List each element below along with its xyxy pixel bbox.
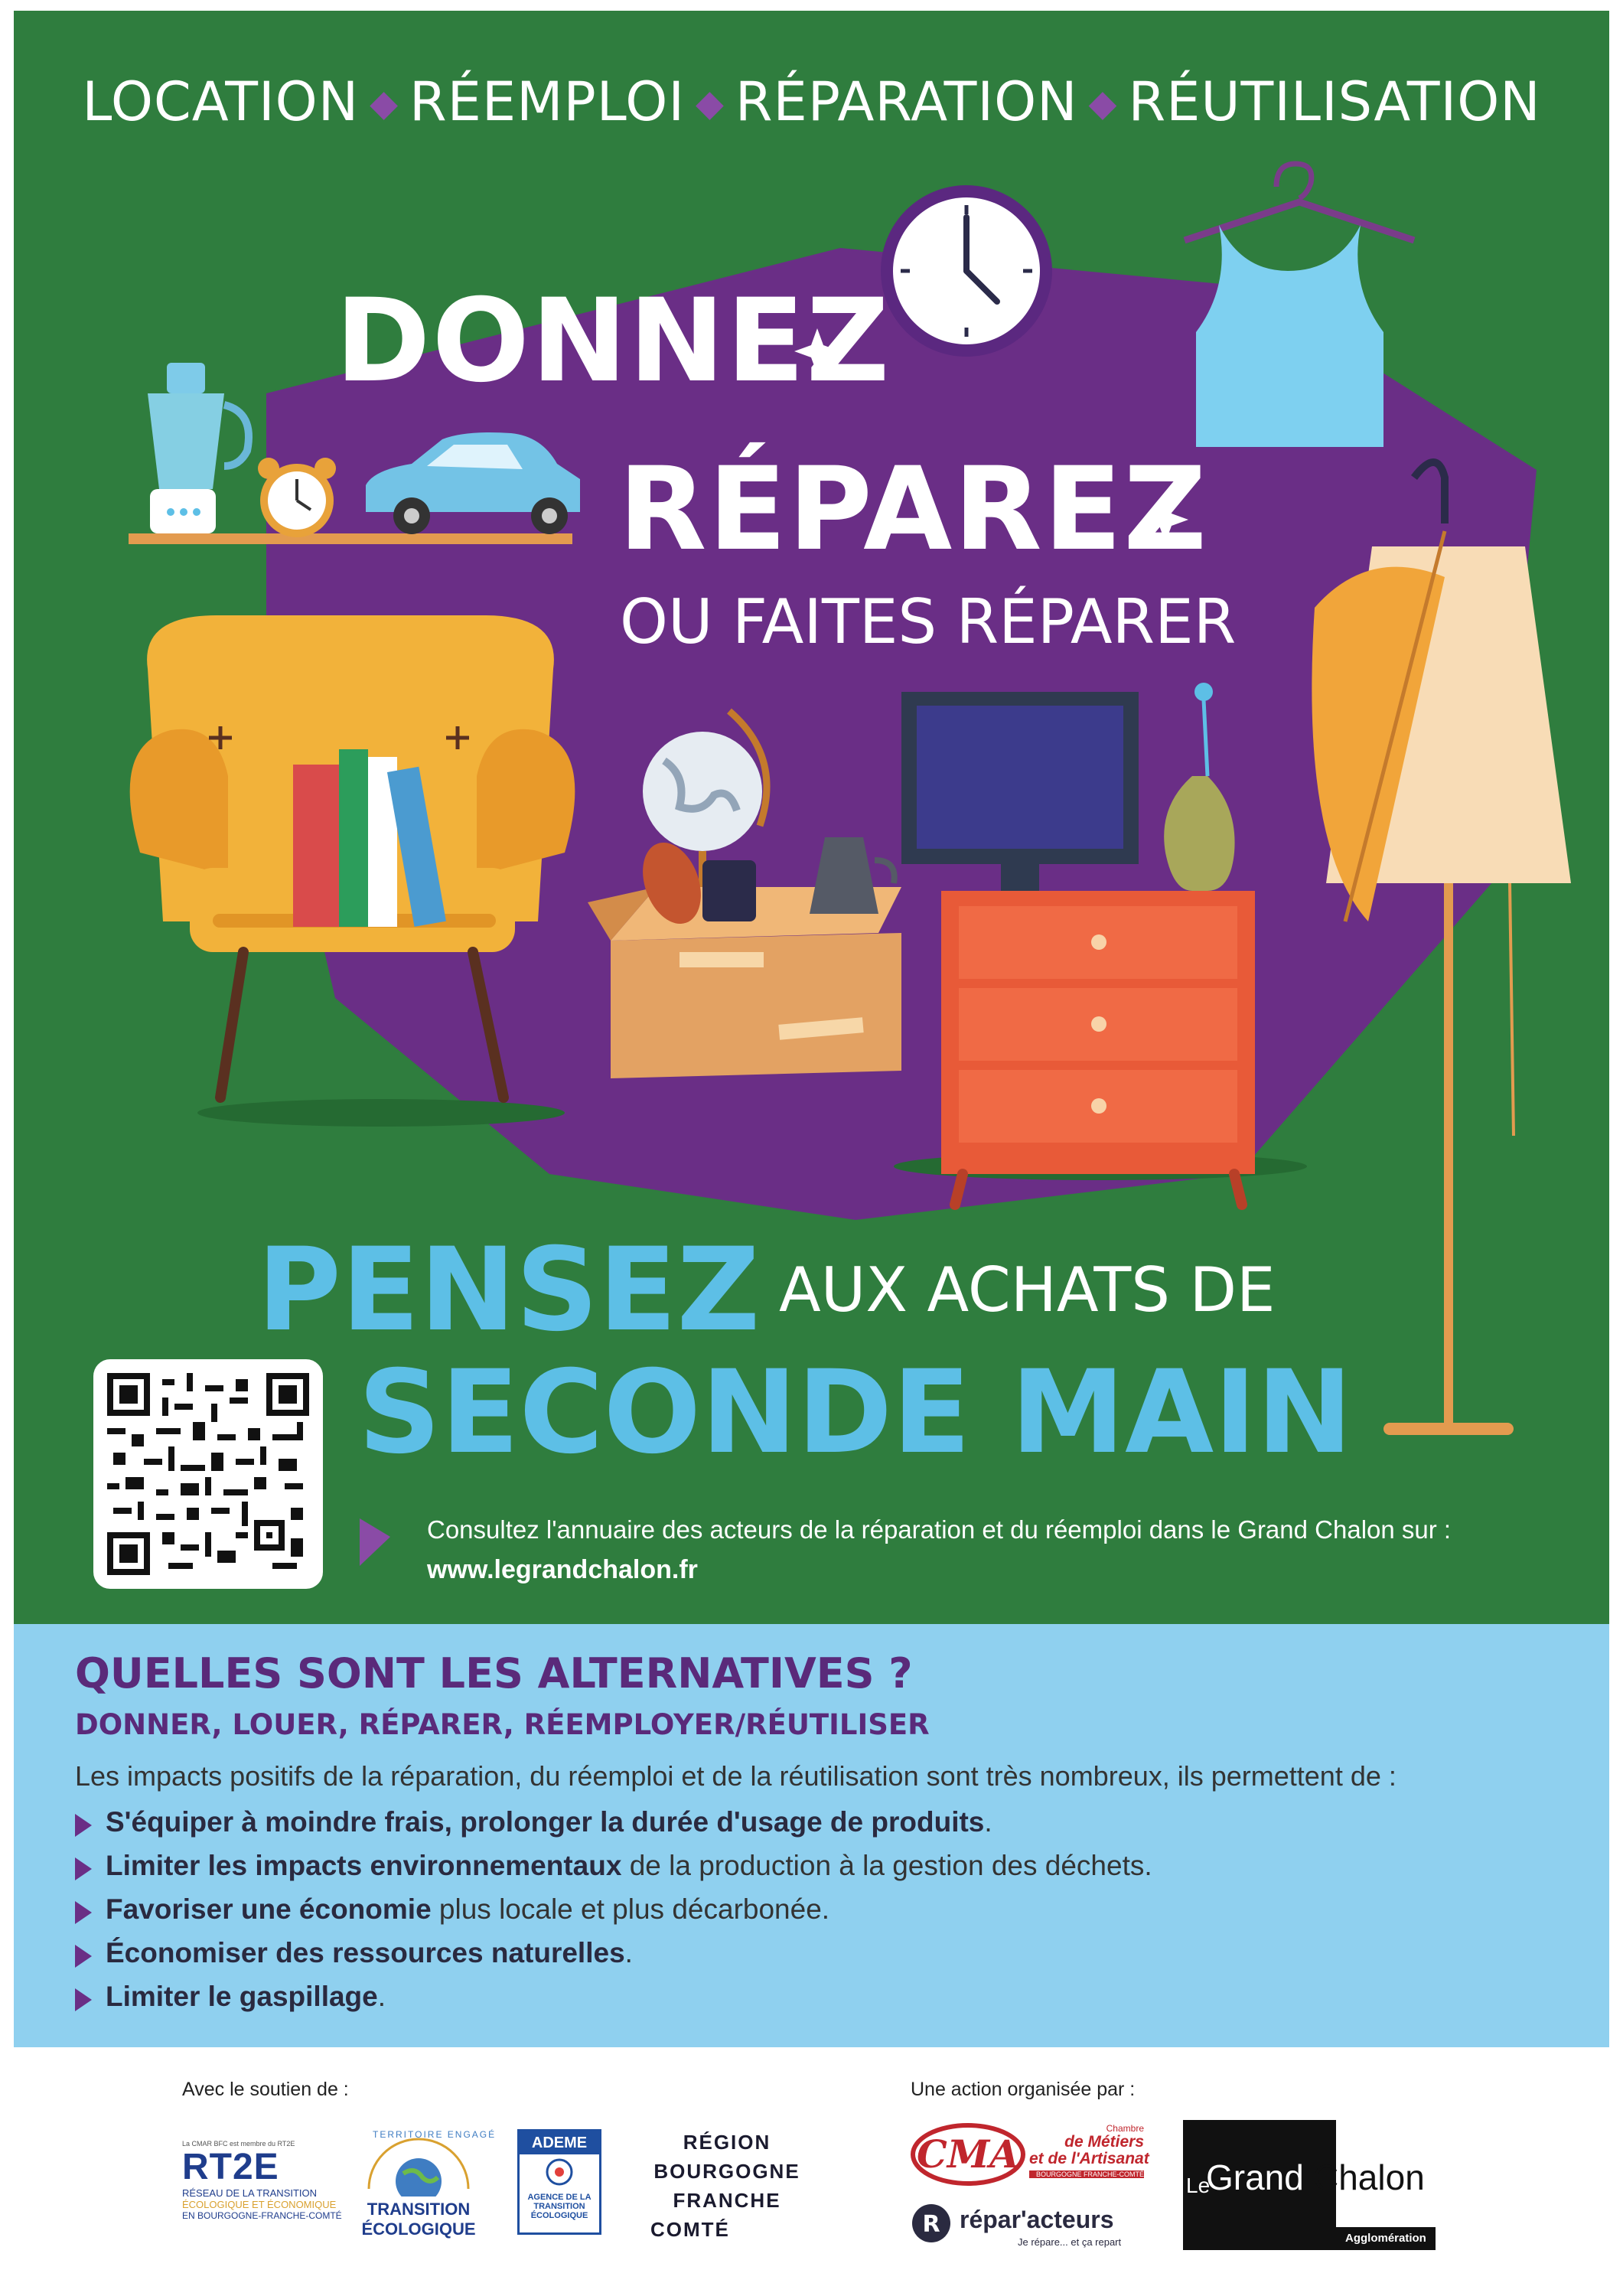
- support-label: Avec le soutien de :: [182, 2079, 349, 2100]
- benefit-strong: Limiter le gaspillage: [106, 1981, 378, 2012]
- list-item: [75, 1937, 1152, 1981]
- keyword-reutilisation: RÉUTILISATION: [1128, 70, 1541, 133]
- dresser-icon: [941, 891, 1255, 1205]
- blender-icon: [148, 363, 249, 533]
- qr-code[interactable]: [93, 1359, 323, 1589]
- benefit-rest: .: [984, 1806, 992, 1838]
- website-link[interactable]: www.legrandchalon.fr: [427, 1555, 698, 1584]
- vase-icon: [1164, 683, 1234, 891]
- armchair-icon: [130, 615, 575, 1097]
- bullet-arrow-icon: [75, 1814, 92, 1837]
- hero-reparez: RÉPAREZ: [618, 443, 1208, 576]
- reparacteurs-logo: R répar'acteurs Je répare... et ça repart: [911, 2203, 1155, 2256]
- cta-achats-de: AUX ACHATS DE: [779, 1254, 1276, 1326]
- alternatives-intro: Les impacts positifs de la réparation, du réemploi et de la réutilisation sont très nombreux, ils permettent de :: [75, 1760, 1396, 1792]
- keyword-location: LOCATION: [82, 70, 360, 133]
- alternatives-title: QUELLES SONT LES ALTERNATIVES ?: [75, 1649, 913, 1698]
- alternatives-subtitle: DONNER, LOUER, RÉPARER, RÉEMPLOYER/RÉUTILISER: [75, 1708, 930, 1741]
- bullet-arrow-icon: [75, 1945, 92, 1968]
- bullet-arrow-icon: [75, 1857, 92, 1880]
- bullet-arrow-icon: [75, 1901, 92, 1924]
- list-item: [75, 1981, 1152, 2024]
- benefits-list: [75, 1806, 1152, 2024]
- television-icon: [901, 692, 1139, 893]
- diamond-separator-icon: ◆: [696, 82, 725, 125]
- cma-emblem-icon: [911, 2120, 1025, 2189]
- benefit-strong: Limiter les impacts environnementaux: [106, 1850, 622, 1881]
- diamond-separator-icon: ◆: [370, 82, 399, 125]
- wall-shelf: [129, 533, 572, 544]
- benefit-rest: de la production à la gestion des déchets.: [621, 1850, 1152, 1881]
- cta-pensez: PENSEZ: [257, 1224, 761, 1357]
- keyword-reparation: RÉPARATION: [735, 70, 1078, 133]
- purple-pointer-icon: [360, 1518, 390, 1566]
- diamond-separator-icon: ◆: [1088, 82, 1118, 125]
- bullet-arrow-icon: [75, 1988, 92, 2011]
- svg-text:R: R: [922, 2211, 940, 2238]
- region-bfc-logo: RÉGION BOURGOGNE FRANCHE COMTÉ: [650, 2131, 800, 2241]
- ademe-emblem-icon: [520, 2154, 599, 2190]
- benefit-rest: .: [377, 1981, 386, 2012]
- benefit-strong: Favoriser une économie: [106, 1893, 432, 1925]
- grand-chalon-logo: Le Grand Chalon Agglomération: [1183, 2120, 1436, 2250]
- organizer-label: Une action organisée par :: [911, 2079, 1136, 2100]
- reparacteurs-emblem-icon: [911, 2203, 952, 2244]
- benefit-strong: Économiser des ressources naturelles: [106, 1937, 625, 1968]
- territoire-engage-logo: TERRITOIRE ENGAGÉ TRANSITION ÉCOLOGIQUE: [354, 2128, 484, 2242]
- hero-section: [14, 11, 1609, 1624]
- qr-code-icon: [107, 1373, 309, 1575]
- cma-text: Chambre de Métiers et de l'Artisanat BOURGOGNE FRANCHE-COMTÉ: [1029, 2123, 1149, 2178]
- list-item: [75, 1850, 1152, 1893]
- svg-text:CMA: CMA: [917, 2131, 1019, 2177]
- benefit-rest: .: [624, 1937, 633, 1968]
- toy-car-icon: [366, 432, 580, 534]
- directory-text: Consultez l'annuaire des acteurs de la réparation et du réemploi dans le Grand Chalon sur :: [427, 1515, 1452, 1544]
- wall-clock-icon: [881, 185, 1052, 357]
- rt2e-logo: La CMAR BFC est membre du RT2E RT2E RÉSEAU DE LA TRANSITION ÉCOLOGIQUE ET ÉCONOMIQUE EN BOURGOGNE-FRANCHE-COMTÉ: [182, 2140, 342, 2221]
- ademe-logo: ADEME AGENCE DE LA TRANSITION ÉCOLOGIQUE: [517, 2129, 601, 2235]
- benefit-rest: plus locale et plus décarbonée.: [431, 1893, 830, 1925]
- alarm-clock-icon: [258, 458, 336, 537]
- hero-faites-reparer: OU FAITES RÉPARER: [620, 586, 1237, 657]
- tank-top-icon: [1185, 164, 1414, 447]
- cma-logo: [911, 2120, 1149, 2193]
- benefit-strong: S'équiper à moindre frais, prolonger la durée d'usage de produits: [106, 1806, 985, 1838]
- list-item: [75, 1893, 1152, 1937]
- hero-donnez: DONNEZ: [335, 275, 891, 408]
- cardboard-box-icon: [588, 834, 901, 1078]
- keyword-reemploi: RÉEMPLOI: [409, 70, 685, 133]
- cta-seconde-main: SECONDE MAIN: [358, 1346, 1353, 1479]
- list-item: [75, 1806, 1152, 1850]
